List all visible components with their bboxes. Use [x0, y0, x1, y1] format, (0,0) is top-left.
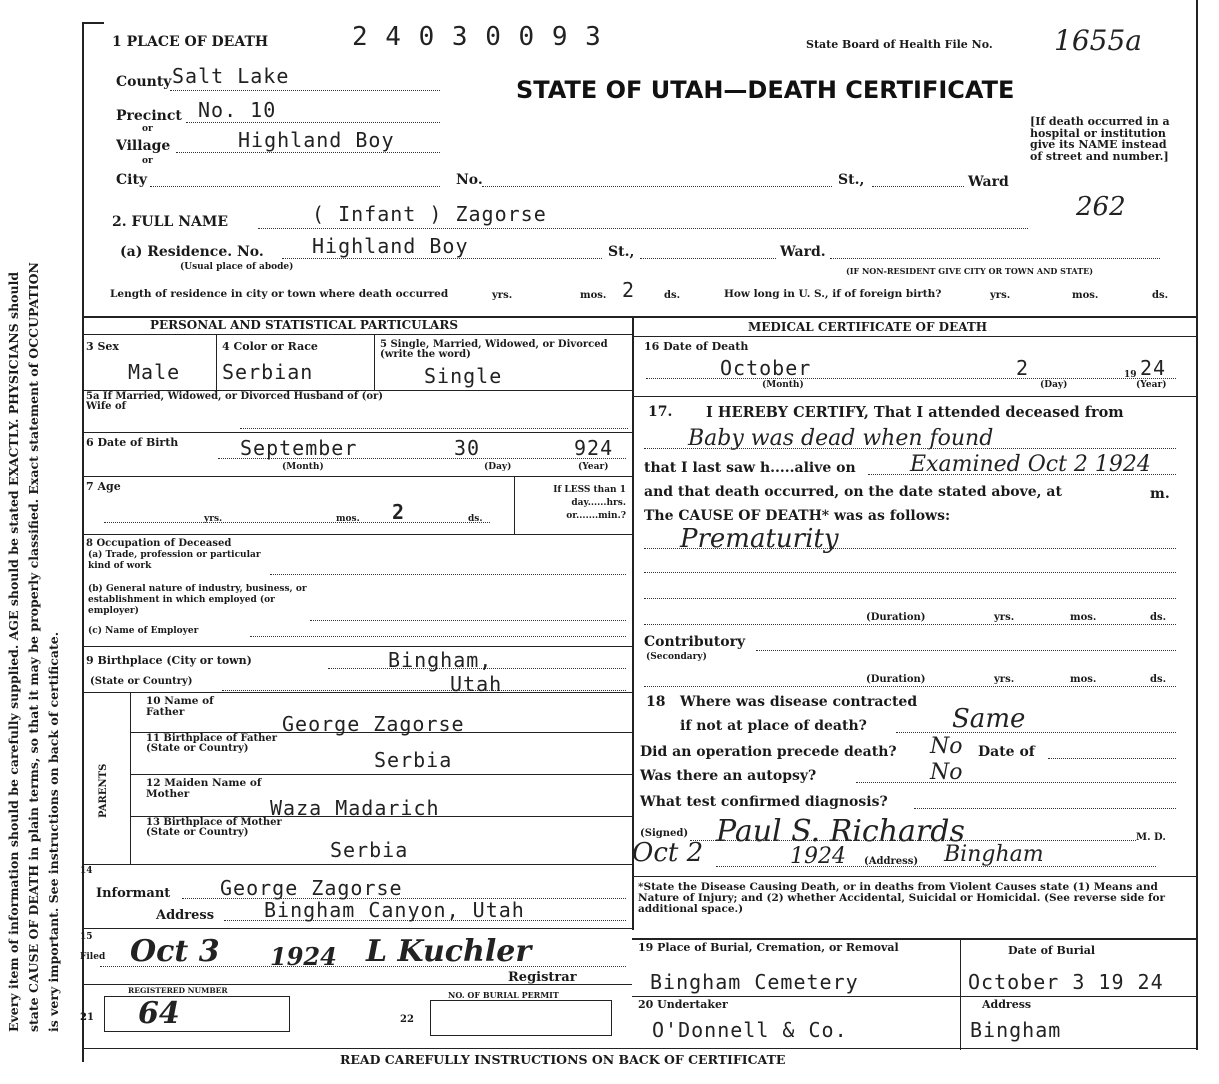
q18-num: 18	[646, 694, 666, 710]
dob-month: September	[240, 436, 358, 460]
informant-address: Bingham Canyon, Utah	[264, 898, 525, 922]
residence-label: (a) Residence. No.	[120, 244, 264, 260]
undertaker-label: 20 Undertaker	[638, 998, 728, 1011]
parents-side-label: PARENTS	[98, 763, 109, 818]
burial-place-label: 19 Place of Burial, Cremation, or Removal	[638, 941, 899, 954]
filed-num: 15	[80, 932, 93, 942]
file-number: 1655a	[1054, 24, 1142, 57]
us-yrs: yrs.	[990, 290, 1011, 301]
operation-label: Did an operation precede death?	[640, 744, 897, 760]
footnote: *State the Disease Causing Death, or in deaths from Violent Causes state (1) Means and Nature of Injury; and (2) whether Accidental, Suicidal or Homicidal. (See reverse side for additional space.)	[638, 881, 1166, 915]
dob-day-caption: (Day)	[484, 462, 512, 472]
length-mos-value: 2	[622, 278, 636, 302]
cause-of-death: Prematurity	[680, 524, 839, 554]
cause-label: The CAUSE OF DEATH* was as follows:	[644, 508, 951, 524]
mother-label: 12 Maiden Name of Mother	[146, 777, 262, 800]
length-mos: mos.	[580, 290, 607, 301]
death-year-caption: (Year)	[1136, 380, 1167, 390]
certify-text: I HEREBY CERTIFY, That I attended deceased from	[706, 404, 1124, 421]
occupation-label: 8 Occupation of Deceased	[86, 538, 232, 549]
certify-num: 17.	[648, 404, 673, 420]
father-birthplace-value: Serbia	[374, 748, 453, 772]
operation-answer: No	[930, 734, 963, 759]
death-day: 2	[1016, 356, 1030, 380]
father-value: George Zagorse	[282, 712, 465, 736]
cause-yrs: yrs.	[994, 612, 1015, 623]
age-days-value: 2	[392, 500, 406, 524]
ward-label: Ward	[968, 174, 1009, 190]
physician-signature: Paul S. Richards	[716, 814, 965, 849]
certificate-title: STATE OF UTAH—DEATH CERTIFICATE	[516, 76, 1015, 104]
age-label: 7 Age	[86, 480, 121, 493]
cause-ds: ds.	[1150, 612, 1167, 623]
death-month-caption: (Month)	[762, 380, 804, 390]
q18-label: Where was disease contracted	[680, 694, 918, 710]
length-yrs: yrs.	[492, 290, 513, 301]
race-label: 4 Color or Race	[222, 340, 318, 353]
city-label: City	[116, 172, 148, 188]
cause-mos: mos.	[1070, 612, 1097, 623]
death-year-prefix: 19	[1124, 370, 1137, 380]
occupation-a: (a) Trade, profession or particular kind of work	[88, 550, 261, 571]
nonresident-note: (IF NON-RESIDENT GIVE CITY OR TOWN AND STATE)	[846, 266, 1094, 276]
informant-address-label: Address	[156, 908, 215, 923]
filed-year: 1924	[270, 942, 337, 971]
attended-handwritten: Baby was dead when found	[688, 426, 994, 451]
contrib-duration: (Duration)	[866, 674, 926, 685]
us-mos: mos.	[1072, 290, 1099, 301]
death-year: 24	[1140, 356, 1167, 380]
birthplace-city: Bingham,	[388, 648, 493, 672]
age-mos: mos.	[336, 514, 360, 524]
mother-birthplace-label: 13 Birthplace of Mother (State or Country)	[146, 817, 282, 838]
or-label: or	[142, 124, 153, 134]
signed-year: 1924	[790, 844, 846, 869]
length-ds: ds.	[664, 290, 681, 301]
abode-note: (Usual place of abode)	[180, 262, 294, 272]
mother-value: Waza Madarich	[270, 796, 440, 820]
full-name-value: ( Infant ) Zagorse	[312, 202, 547, 226]
birthplace-label: 9 Birthplace (City or town)	[86, 654, 252, 667]
burial-date: October 3 19 24	[968, 970, 1164, 994]
us-label: How long in U. S., if of foreign birth?	[724, 288, 942, 300]
residence-value: Highland Boy	[312, 234, 469, 258]
side-instructions-2: state CAUSE OF DEATH in plain terms, so that it may be properly classified. Exact statement of OCCUPATION	[26, 262, 41, 1032]
registrar-signature: L Kuchler	[366, 934, 532, 969]
ward-number-handwritten: 262	[1076, 192, 1126, 222]
autopsy-label: Was there an autopsy?	[640, 768, 817, 784]
informant-name: George Zagorse	[220, 876, 403, 900]
informant-num: 14	[80, 866, 93, 876]
spouse-label: 5a If Married, Widowed, or Divorced Husband of (or) Wife of	[86, 391, 384, 412]
file-no-label: State Board of Health File No.	[806, 38, 993, 51]
contrib-ds: ds.	[1150, 674, 1167, 685]
less-than-label: If LESS than 1 day......hrs. or.......min.?	[553, 485, 626, 521]
burial-date-label: Date of Burial	[1008, 944, 1096, 957]
side-instructions-1: Every item of information should be carefully supplied. AGE should be stated EXACTLY. PHYSICIANS should	[6, 271, 21, 1032]
date-of-label: Date of	[978, 744, 1035, 760]
undertaker-address-label: Address	[982, 998, 1032, 1011]
occupation-c: (c) Name of Employer	[88, 626, 199, 636]
registered-number-box	[104, 996, 290, 1032]
residence-ward-label: Ward.	[780, 244, 826, 260]
undertaker-value: O'Donnell & Co.	[652, 1018, 848, 1042]
father-birthplace-label: 11 Birthplace of Father (State or Country)	[146, 733, 278, 754]
burial-permit-box	[430, 1000, 612, 1036]
county-label: County	[116, 74, 172, 90]
top-border	[82, 22, 104, 24]
or-label-2: or	[142, 156, 153, 166]
q18b-label: if not at place of death?	[680, 718, 867, 734]
death-day-caption: (Day)	[1040, 380, 1068, 390]
q18-answer: Same	[952, 704, 1026, 734]
death-month: October	[720, 356, 812, 380]
filed-date: Oct 3	[130, 934, 220, 969]
sex-label: 3 Sex	[86, 340, 119, 353]
age-yrs: yrs.	[204, 514, 223, 524]
father-label: 10 Name of Father	[146, 695, 214, 718]
birthplace-state: Utah	[450, 672, 503, 696]
occurred-label: and that death occurred, on the date stated above, at	[644, 484, 1062, 500]
personal-heading: PERSONAL AND STATISTICAL PARTICULARS	[150, 318, 459, 332]
filed-label: Filed	[80, 952, 106, 962]
precinct-label: Precinct	[116, 108, 182, 124]
secondary-label: (Secondary)	[646, 652, 707, 662]
test-label: What test confirmed diagnosis?	[640, 794, 888, 810]
death-date-label: 16 Date of Death	[644, 340, 749, 353]
place-of-death-label: 1 PLACE OF DEATH	[112, 34, 269, 50]
sex-value: Male	[128, 360, 181, 384]
contrib-yrs: yrs.	[994, 674, 1015, 685]
registrar-label: Registrar	[508, 970, 577, 985]
st-label: St.,	[838, 172, 865, 188]
autopsy-answer: No	[930, 760, 963, 785]
hospital-note: [If death occurred in a hospital or institution give its NAME instead of street and number.]	[1030, 115, 1170, 163]
dob-year-caption: (Year)	[578, 462, 609, 472]
informant-label: Informant	[96, 886, 171, 901]
left-border	[82, 22, 84, 1062]
certificate-number: 2 4 0 3 0 0 9 3	[352, 22, 602, 52]
occupation-b: (b) General nature of industry, business, or establishment in which employed (or employer)	[88, 584, 307, 616]
registered-number-label: REGISTERED NUMBER	[128, 986, 228, 995]
burial-permit-label: NO. OF BURIAL PERMIT	[448, 990, 559, 1000]
dob-label: 6 Date of Birth	[86, 436, 179, 449]
side-instructions-3: is very important. See instructions on back of certificate.	[46, 631, 61, 1032]
footer-instructions: READ CAREFULLY INSTRUCTIONS ON BACK OF CERTIFICATE	[340, 1052, 786, 1067]
registered-number: 64	[138, 996, 180, 1031]
birthplace-state-label: (State or Country)	[90, 676, 193, 687]
village-value: Highland Boy	[238, 128, 395, 152]
race-value: Serbian	[222, 360, 314, 384]
village-label: Village	[116, 138, 171, 154]
contributory-label: Contributory	[644, 634, 746, 650]
last-saw-handwritten: Examined Oct 2 1924	[910, 452, 1151, 477]
us-ds: ds.	[1152, 290, 1169, 301]
signed-address: Bingham	[944, 842, 1044, 867]
signed-address-label: (Address)	[864, 856, 919, 867]
right-border	[1196, 0, 1198, 1050]
undertaker-address: Bingham	[970, 1018, 1062, 1042]
contrib-mos: mos.	[1070, 674, 1097, 685]
signed-date: Oct 2	[632, 838, 704, 868]
age-ds: ds.	[468, 514, 483, 524]
m-label: m.	[1150, 486, 1170, 502]
last-saw-label: that I last saw h.....alive on	[644, 460, 856, 476]
num22: 22	[400, 1014, 414, 1025]
mother-birthplace-value: Serbia	[330, 838, 409, 862]
md-label: M. D.	[1136, 832, 1166, 843]
dob-year: 924	[574, 436, 614, 460]
medical-heading: MEDICAL CERTIFICATE OF DEATH	[748, 320, 988, 334]
cause-duration: (Duration)	[866, 612, 926, 623]
length-residence-label: Length of residence in city or town where death occurred	[110, 288, 449, 300]
full-name-label: 2. FULL NAME	[112, 214, 229, 230]
marital-value: Single	[424, 364, 503, 388]
county-value: Salt Lake	[172, 64, 290, 88]
dob-day: 30	[454, 436, 481, 460]
signed-label: (Signed)	[640, 828, 689, 839]
residence-st-label: St.,	[608, 244, 635, 260]
no-label: No.	[456, 172, 483, 188]
marital-label: 5 Single, Married, Widowed, or Divorced (write the word)	[380, 339, 608, 360]
dob-month-caption: (Month)	[282, 462, 324, 472]
burial-place: Bingham Cemetery	[650, 970, 859, 994]
num21: 21	[80, 1012, 94, 1023]
precinct-value: No. 10	[198, 98, 277, 122]
